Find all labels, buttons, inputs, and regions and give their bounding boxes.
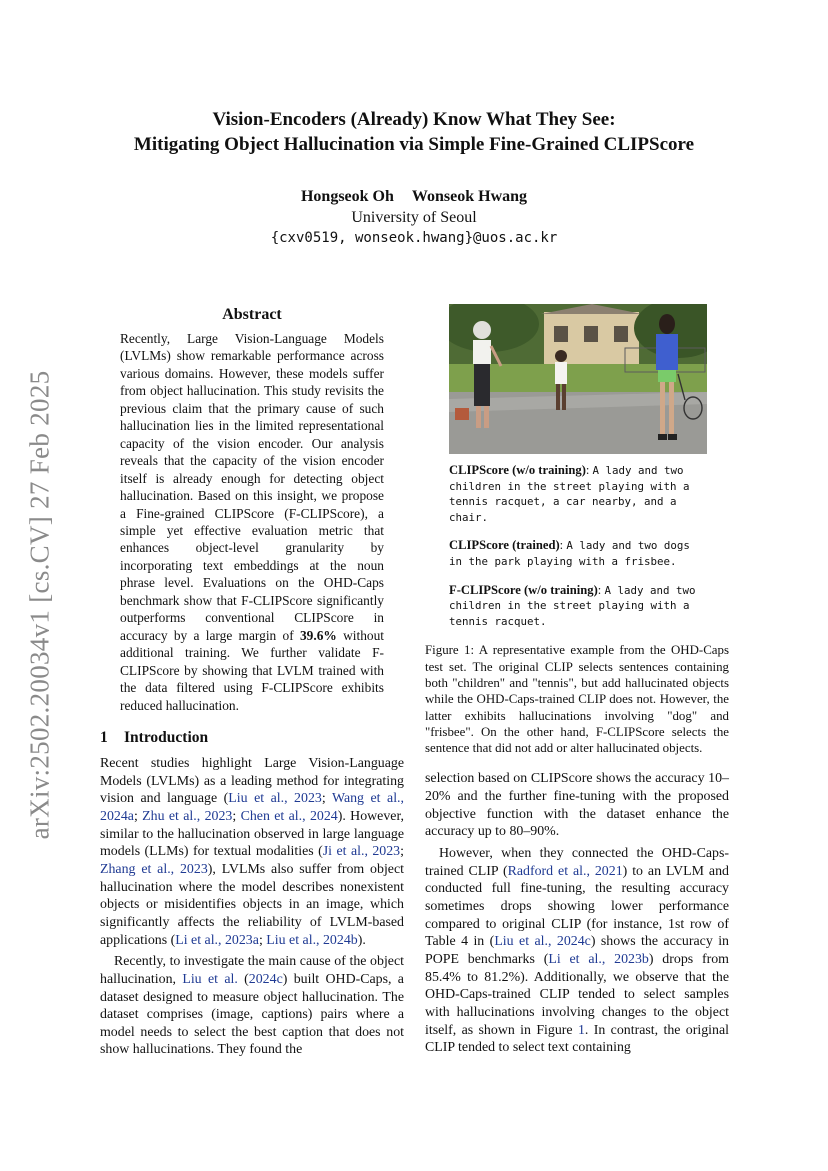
right-paragraph-1: selection based on CLIPScore shows the accuracy 10–20% and the further fine-tuning with the proposed objective function with the dataset enhance the accuracy up to 80–90%. — [425, 771, 729, 840]
citation-link[interactable]: Liu et al., 2023 — [228, 791, 322, 807]
citation-link[interactable]: Zhang et al., 2023 — [100, 861, 208, 877]
figure-1-captions — [449, 463, 707, 629]
abstract-text: Recently, Large Vision-Language Models (LVLMs) show remarkable performance across various domains. However, these models suffer from object hallucination. This study revisits the previous claim that the primary cause of such hallucination lies in the limited representational capacity of the vision encoder. Our analysis reveals that the capacity of the vision encoder itself is already enough for detecting object hallucination. Based on this insight, we propose a Fine-grained CLIPScore (F-CLIPScore), a simple yet effective evaluation metric that enhances object-level granularity by incorporating text embeddings at the noun phrase level. Evaluations on the OHD-Caps benchmark show that F-CLIPScore significantly outperforms conventional CLIPScore in accuracy by a large margin of 39.6% without additional training. We further validate F-CLIPScore by showing that LVLM trained with the data filtered using F-CLIPScore exhibits reduced hallucination. — [120, 331, 384, 713]
abstract-heading: Abstract — [222, 306, 282, 323]
citation-link[interactable]: Chen et al., 2024 — [240, 808, 338, 824]
author-block — [100, 186, 728, 249]
paper-title — [100, 107, 728, 157]
caption-clipscore-untrained: CLIPScore (w/o training): A lady and two children in the street playing with a tennis racquet, a car nearby, and a chair. — [449, 463, 690, 524]
title-line-2: Mitigating Object Hallucination via Simple Fine-Grained CLIPScore — [133, 134, 695, 155]
right-paragraph-2: However, when they connected the OHD-Caps-trained CLIP (Radford et al., 2021) to an LVLM and conducted full fine-tuning, the resulting accuracy sometimes drops showing lower performance compared to original CLIP (for instance, 1st row of Table 4 in (Liu et al., 2024c) shows the accuracy in POPE benchmarks (Li et al., 2023b) drops from 85.4% to 81.2%). Additionally, we observe that the OHD-Caps-trained CLIP tended to select samples with hallucinations involving changes to the object itself, as shown in Figure 1. In contrast, the original CLIP tended to select text containing — [425, 846, 730, 1056]
author-name: Wonseok Hwang — [411, 188, 528, 205]
section-heading-introduction: 1 Introduction — [100, 728, 209, 746]
arxiv-identifier[interactable]: arXiv:2502.20034v1 [cs.CV] 27 Feb 2025 — [24, 370, 55, 840]
citation-link[interactable]: Wang et al., 2024a — [100, 791, 404, 824]
citation-link[interactable]: Zhu et al., 2023 — [142, 808, 233, 824]
citation-link[interactable]: Liu et al. — [182, 971, 238, 987]
caption-fclipscore: F-CLIPScore (w/o training): A lady and two children in the street playing with a tennis racquet. — [449, 582, 696, 628]
figure-reference-link[interactable]: 1 — [577, 1022, 585, 1038]
author-email[interactable]: {cxv0519, wonseok.hwang}@uos.ac.kr — [270, 230, 558, 246]
citation-link[interactable]: Liu et al., 2024b — [266, 932, 358, 948]
intro-paragraph-1: Recent studies highlight Large Vision-Language Models (LVLMs) as a leading method for integrating vision and language (Liu et al., 2023; Wang et al., 2024a; Zhu et al., 2023; Chen et al., 2024). However, similar to the hallucination observed in large language models (LLMs) for textual modalities (Ji et al., 2023; Zhang et al., 2023), LVLMs also suffer from object hallucination where the model describes nonexistent objects or misidentifies objects in an image, which significantly affects the reliability of LVLM-based applications (Li et al., 2023a; Liu et al., 2024b). — [100, 755, 405, 948]
title-line-1: Vision-Encoders (Already) Know What They See: — [212, 109, 616, 130]
caption-clipscore-trained: CLIPScore (trained): A lady and two dogs in the park playing with a frisbee. — [449, 538, 690, 568]
figure-1-caption: Figure 1: A representative example from the OHD-Caps test set. The original CLIP selects sentences containing both "children" and "tennis", but add hallucinated objects while the OHD-Caps-trained CLIP does not. However, the latter exhibits hallucinations involving "dog" and "frisbee". On the other hand, F-CLIPScore selects the sentence that did not add or alter hallucinated objects. — [425, 643, 729, 756]
citation-link[interactable]: 2024c — [248, 971, 283, 987]
citation-link[interactable]: Liu et al., 2024c — [494, 934, 591, 950]
intro-paragraph-2: Recently, to investigate the main cause of the object hallucination, Liu et al. (2024c) built OHD-Caps, a dataset designed to measure object hallucination. The dataset comprises (image, captions) pairs where a model needs to select the best caption that does not show hallucinations. They found the — [100, 954, 404, 1058]
author-names — [100, 186, 728, 207]
figure-1-photo — [449, 304, 707, 454]
citation-link[interactable]: Radford et al., 2021 — [507, 863, 623, 879]
citation-link[interactable]: Ji et al., 2023 — [322, 844, 401, 860]
arxiv-sidebar — [20, 360, 60, 850]
left-column — [100, 304, 404, 1059]
author-name: Hongseok Oh — [300, 188, 394, 205]
citation-link[interactable]: Li et al., 2023a — [175, 932, 259, 948]
tennis-street-photo — [449, 304, 707, 454]
right-column — [425, 304, 729, 1057]
affiliation: University of Seoul — [351, 209, 477, 226]
citation-link[interactable]: Li et al., 2023b — [548, 951, 649, 967]
